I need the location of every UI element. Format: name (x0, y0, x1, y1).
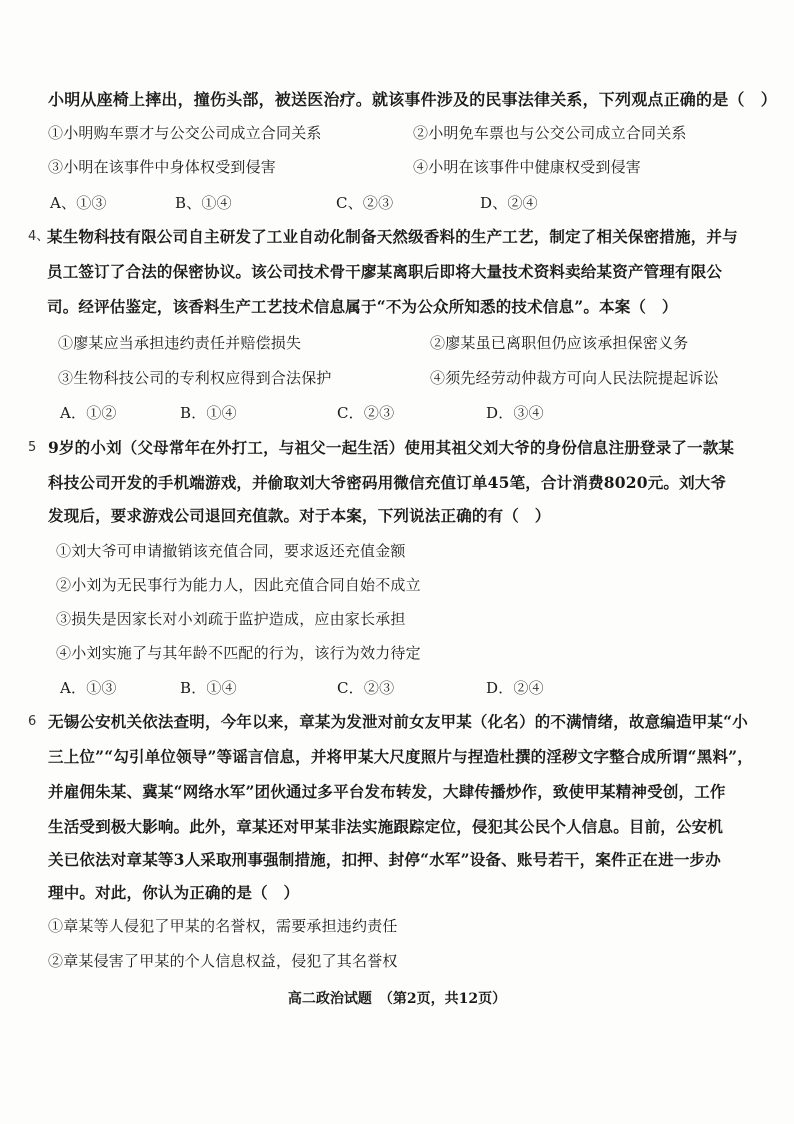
q6-stem-line-5: 关已依法对章某等3人采取刑事强制措施，扣押、封停“水军”设备、账号若干，案件正在进一步办 (48, 850, 721, 869)
q6-option-2: ②章某侵害了甲某的个人信息权益，侵犯了其名誉权 (48, 952, 398, 970)
q5-stem-line-3: 发现后，要求游戏公司退回充值款。对于本案，下列说法正确的有（ ） (48, 506, 551, 525)
q3-option-4: ④小明在该事件中健康权受到侵害 (413, 158, 642, 176)
q4-choice-a: A．①② (60, 404, 117, 422)
q4-stem-line-1: 某生物科技有限公司自主研发了工业自动化制备天然级香料的生产工艺，制定了相关保密措施，并与 (47, 227, 738, 246)
q6-stem-line-4: 生活受到极大影响。此外，章某还对甲某非法实施跟踪定位，侵犯其公民个人信息。目前，公安机 (48, 817, 724, 836)
q3-option-2: ②小明免车票也与公交公司成立合同关系 (413, 124, 687, 142)
q3-choice-d: D、②④ (480, 194, 538, 212)
q4-choice-c: C．②③ (337, 404, 395, 422)
q3-choice-a: A、①③ (50, 194, 107, 212)
q6-stem-line-2: 三上位”“勾引单位领导”等谣言信息，并将甲某大尺度照片与捏造杜撰的淫秽文字整合成所谓“黑料”， (48, 747, 753, 766)
q6-number: 6 (28, 714, 37, 729)
q5-option-2: ②小刘为无民事行为能力人，因此充值合同自始不成立 (56, 576, 421, 594)
q6-option-1: ①章某等人侵犯了甲某的名誉权，需要承担违约责任 (48, 917, 398, 935)
q4-choice-b: B．①④ (180, 404, 237, 422)
q6-stem-line-1: 无锡公安机关依法查明，今年以来，章某为发泄对前女友甲某（化名）的不满情绪，故意编造甲某“小 (48, 712, 748, 731)
q5-choice-c: C．②③ (337, 679, 395, 697)
q3-choice-b: B、①④ (175, 194, 232, 212)
q5-stem-line-1: 9岁的小刘（父母常年在外打工，与祖父一起生活）使用其祖父刘大爷的身份信息注册登录了一款某 (48, 438, 735, 457)
q3-stem-line-1: 小明从座椅上摔出，撞伤头部，被送医治疗。就该事件涉及的民事法律关系，下列观点正确的是（ ） (48, 90, 778, 109)
q5-choice-b: B．①④ (180, 679, 237, 697)
q6-stem-line-6: 理中。对此，你认为正确的是（ ） (48, 883, 300, 902)
q4-option-3: ③生物科技公司的专利权应得到合法保护 (58, 369, 332, 387)
q6-stem-line-3: 并雇佣朱某、冀某“网络水军”团伙通过多平台发布转发，大肆传播炒作，致使甲某精神受创，工作 (48, 782, 726, 801)
page-footer: 高二政治试题 （第2页，共12页） (287, 991, 507, 1007)
q5-option-3: ③损失是因家长对小刘疏于监护造成，应由家长承担 (56, 610, 406, 628)
q4-choice-d: D．③④ (486, 404, 544, 422)
q4-option-1: ①廖某应当承担违约责任并赔偿损失 (58, 334, 302, 352)
q5-option-4: ④小刘实施了与其年龄不匹配的行为，该行为效力待定 (56, 644, 421, 662)
q5-choice-d: D．②④ (486, 679, 544, 697)
q5-stem-line-2: 科技公司开发的手机端游戏，并偷取刘大爷密码用微信充值订单45笔，合计消费8020元。刘大爷 (48, 473, 727, 492)
q3-choice-c: C、②③ (336, 194, 394, 212)
q4-number: 4、 (28, 229, 50, 244)
q4-option-2: ②廖某虽已离职但仍应该承担保密义务 (430, 334, 689, 352)
q4-stem-line-3: 司。经评估鉴定，该香料生产工艺技术信息属于“不为公众所知悉的技术信息”。本案（ ） (47, 297, 678, 316)
q5-option-1: ①刘大爷可申请撤销该充值合同，要求返还充值金额 (56, 542, 406, 560)
q3-option-1: ①小明购车票才与公交公司成立合同关系 (48, 124, 322, 142)
q3-option-3: ③小明在该事件中身体权受到侵害 (48, 158, 277, 176)
q4-stem-line-2: 员工签订了合法的保密协议。该公司技术骨干廖某离职后即将大量技术资料卖给某资产管理有限公 (47, 262, 723, 281)
q4-option-4: ④须先经劳动仲裁方可向人民法院提起诉讼 (430, 369, 719, 387)
q5-number: 5 (28, 440, 37, 455)
q5-choice-a: A．①③ (60, 679, 117, 697)
